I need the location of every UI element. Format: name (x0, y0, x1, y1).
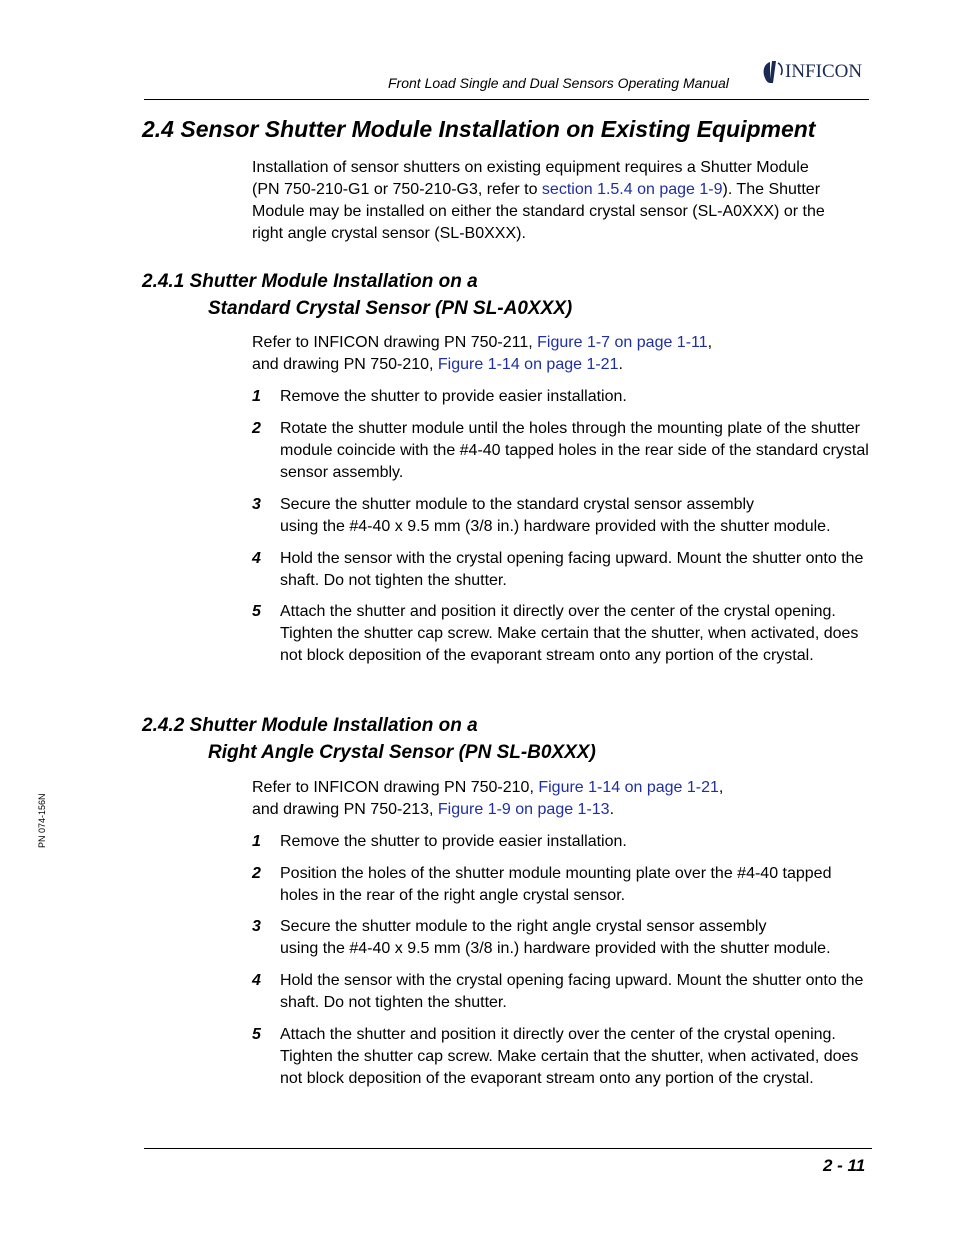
step-number: 3 (252, 496, 261, 513)
reference-text: . (618, 356, 623, 373)
step-text (280, 916, 874, 960)
step-text-line: using the #4-40 x 9.5 mm (3/8 in.) hardware provided with the shutter module. (280, 940, 831, 957)
subsection-heading-line: 2.4.2 Shutter Module Installation on a (142, 715, 478, 736)
step-item (252, 548, 874, 592)
part-number-margin: PN 074-156N (37, 793, 47, 848)
reference-text: , (718, 779, 724, 796)
step-item (252, 863, 874, 907)
step-number: 3 (252, 918, 261, 935)
figure-link[interactable]: Figure 1-14 on page 1-21 (538, 779, 719, 796)
step-text: Position the holes of the shutter module mounting plate over the #4-40 tapped holes in the rear of the right angle crystal sensor. (280, 865, 832, 904)
step-text: Hold the sensor with the crystal opening facing upward. Mount the shutter onto the shaft. Do not tighten the shutter. (280, 550, 864, 589)
step-text-line: using the #4-40 x 9.5 mm (3/8 in.) hardware provided with the shutter module. (280, 518, 831, 535)
inficon-logo-icon (760, 59, 784, 85)
step-item (252, 831, 874, 853)
step-item (252, 1024, 874, 1090)
step-item (252, 601, 874, 667)
subsection-heading-line: Right Angle Crystal Sensor (PN SL-B0XXX) (208, 742, 596, 763)
step-item (252, 970, 874, 1014)
intro-text: Module may be installed on either the standard crystal sensor (SL-A0XXX) or the (252, 203, 825, 220)
step-item (252, 494, 874, 538)
subsection-heading-2-4-2 (142, 712, 596, 766)
reference-text: Refer to INFICON drawing PN 750-210, (252, 779, 539, 796)
reference-text: , (707, 334, 713, 351)
logo-wordmark: INFICON (785, 61, 863, 82)
step-number: 1 (252, 388, 261, 405)
step-item (252, 386, 874, 408)
step-text (280, 494, 874, 538)
inficon-logo (760, 58, 862, 86)
step-text: Remove the shutter to provide easier installation. (280, 833, 627, 850)
figure-link[interactable]: Figure 1-14 on page 1-21 (437, 356, 619, 373)
step-number: 2 (252, 420, 261, 437)
footer-rule (144, 1148, 872, 1149)
reference-text: Refer to INFICON drawing PN 750-211, (252, 334, 538, 351)
intro-text: ). The Shutter (722, 181, 821, 198)
step-text: Remove the shutter to provide easier installation. (280, 388, 627, 405)
subsection-reference (252, 332, 872, 376)
step-text-line: Secure the shutter module to the standard crystal sensor assembly (280, 496, 755, 513)
step-number: 5 (252, 1026, 261, 1043)
figure-link[interactable]: Figure 1-7 on page 1-11 (537, 334, 708, 351)
step-item (252, 916, 874, 960)
step-number: 1 (252, 833, 261, 850)
reference-text: and drawing PN 750-210, (252, 356, 438, 373)
reference-text: and drawing PN 750-213, (252, 801, 438, 818)
intro-text: right angle crystal sensor (SL-B0XXX). (252, 225, 526, 242)
reference-text: . (609, 801, 615, 818)
step-number: 2 (252, 865, 261, 882)
subsection-heading-line: 2.4.1 Shutter Module Installation on a (142, 271, 478, 292)
intro-text: Installation of sensor shutters on existing equipment requires a Shutter Module (252, 159, 809, 176)
header-rule (144, 99, 869, 100)
section-intro (252, 157, 872, 245)
intro-text: (PN 750-210-G1 or 750-210-G3, refer to (252, 181, 542, 198)
step-text: Attach the shutter and position it directly over the center of the crystal opening. Tighten the shutter cap screw. Make certain that the shutter, when activated, does not block deposition of the evaporant stream onto any portion of the crystal. (280, 603, 859, 664)
step-text-line: Secure the shutter module to the right angle crystal sensor assembly (280, 918, 767, 935)
page-number: 2 - 11 (823, 1156, 866, 1175)
running-header-title: Front Load Single and Dual Sensors Operating Manual (388, 75, 729, 91)
subsection-heading-line: Standard Crystal Sensor (PN SL-A0XXX) (208, 298, 573, 319)
step-text: Rotate the shutter module until the holes through the mounting plate of the shutter module coincide with the #4-40 tapped holes in the rear side of the standard crystal sensor assembly. (280, 420, 869, 481)
step-number: 4 (252, 550, 261, 567)
step-item (252, 418, 874, 484)
figure-link[interactable]: Figure 1-9 on page 1-13 (437, 801, 610, 818)
step-text: Hold the sensor with the crystal opening facing upward. Mount the shutter onto the shaft. Do not tighten the shutter. (280, 972, 864, 1011)
step-number: 4 (252, 972, 261, 989)
section-link[interactable]: section 1.5.4 on page 1-9 (541, 181, 723, 198)
section-heading: 2.4 Sensor Shutter Module Installation on Existing Equipment (142, 116, 816, 142)
step-number: 5 (252, 603, 261, 620)
subsection-heading-2-4-1 (142, 268, 572, 322)
step-text: Attach the shutter and position it directly over the center of the crystal opening. Tighten the shutter cap screw. Make certain that the shutter, when activated, does not block deposition of the evaporant stream onto any portion of the crystal. (280, 1026, 859, 1087)
subsection-reference (252, 777, 872, 821)
